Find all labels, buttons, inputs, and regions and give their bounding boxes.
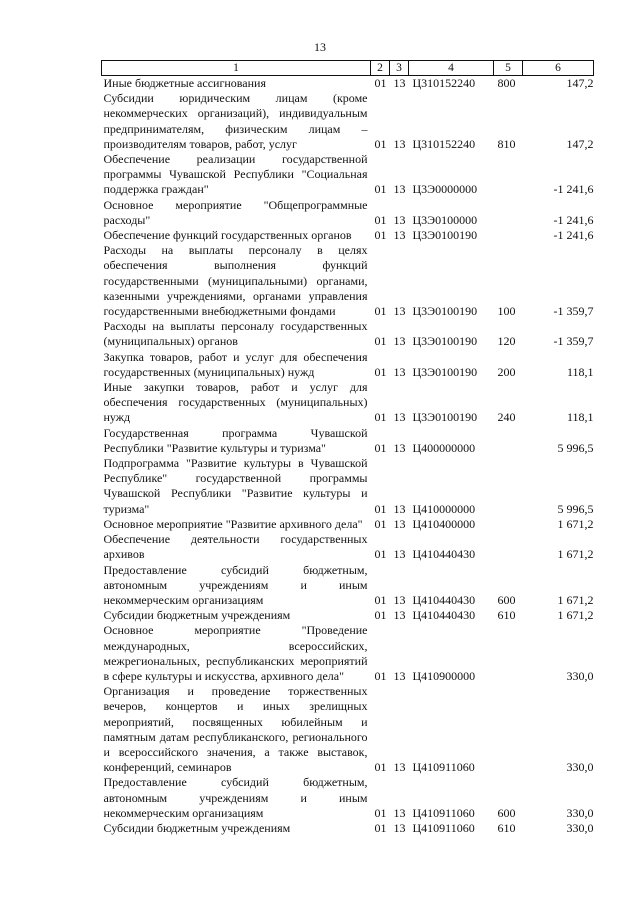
- row-subsection: 13: [393, 501, 406, 516]
- row-subsection: 13: [393, 410, 406, 425]
- row-subsection: 13: [393, 182, 406, 197]
- row-amount: 147,2: [566, 76, 594, 90]
- table-row: [102, 198, 594, 228]
- row-expense-type: [494, 228, 523, 243]
- row-section: 01: [374, 182, 387, 197]
- row-target-article: Ц3Э0100000: [412, 212, 478, 227]
- row-subsection: 13: [393, 364, 406, 379]
- row-subsection: 13: [393, 334, 406, 349]
- row-amount: 147,2: [566, 136, 594, 151]
- row-target-article: Ц3Э0100190: [412, 364, 478, 379]
- table-row: [102, 91, 594, 152]
- row-subsection: 13: [393, 592, 406, 607]
- row-subsection: 13: [393, 304, 406, 319]
- row-target-article: Ц410911060: [412, 805, 475, 820]
- row-target-article: Ц3Э0100190: [412, 304, 478, 319]
- row-section: 01: [374, 364, 387, 379]
- table-row: [102, 243, 594, 319]
- row-section: 01: [374, 410, 387, 425]
- row-section: 01: [374, 212, 387, 227]
- row-name: Субсидии юридическим лицам (кроме некоммерческих организаций), индивидуальным предпринимателям, физическим лицам – производителям товаров, работ, услуг: [103, 91, 368, 151]
- row-name: Основное мероприятие "Развитие архивного дела": [103, 516, 363, 531]
- row-expense-type: [494, 456, 523, 517]
- row-target-article: Ц410911060: [412, 760, 475, 775]
- row-expense-type: 600: [497, 592, 516, 607]
- row-expense-type: 610: [497, 608, 516, 623]
- row-name: Государственная программа Чувашской Республики "Развитие культуры и туризма": [103, 425, 368, 455]
- row-amount: 1 671,2: [557, 547, 594, 562]
- row-name: Обеспечение функций государственных органов: [103, 228, 352, 243]
- row-target-article: Ц3Э0100190: [412, 228, 478, 243]
- table-row: [102, 228, 594, 243]
- row-name: Обеспечение деятельности государственных архивов: [103, 532, 368, 562]
- row-section: 01: [374, 334, 387, 349]
- table-row: [102, 319, 594, 349]
- row-expense-type: [494, 517, 523, 532]
- row-section: 01: [374, 76, 387, 90]
- table-row: [102, 775, 594, 821]
- row-name: Основное мероприятие "Общепрограммные расходы": [103, 197, 368, 227]
- row-section: 01: [374, 608, 387, 623]
- row-name: Расходы на выплаты персоналу государственных (муниципальных) органов: [103, 319, 368, 349]
- row-amount: -1 359,7: [553, 304, 594, 319]
- row-expense-type: [494, 532, 523, 562]
- row-name: Предоставление субсидий бюджетным, автономным учреждениям и иным некоммерческим организациям: [103, 775, 368, 820]
- row-name: Предоставление субсидий бюджетным, автономным учреждениям и иным некоммерческим организациям: [103, 562, 368, 607]
- header-col-5: 5: [494, 61, 523, 76]
- row-target-article: Ц410440430: [412, 547, 476, 562]
- header-col-6: 6: [523, 61, 594, 76]
- row-section: 01: [374, 805, 387, 820]
- row-target-article: Ц310152240: [412, 76, 476, 90]
- row-target-article: Ц400000000: [412, 440, 476, 455]
- row-expense-type: [494, 152, 523, 198]
- row-name: Обеспечение реализации государственной программы Чувашской Республики "Социальная поддержка граждан": [103, 152, 368, 197]
- row-target-article: Ц3Э0000000: [412, 182, 478, 197]
- row-subsection: 13: [393, 668, 406, 683]
- table-header-row: [102, 61, 594, 76]
- row-target-article: Ц410900000: [412, 668, 476, 683]
- row-amount: -1 359,7: [553, 334, 594, 349]
- header-col-2: 2: [371, 61, 390, 76]
- row-expense-type: 200: [497, 364, 516, 379]
- row-expense-type: 100: [497, 304, 516, 319]
- row-amount: 330,0: [566, 805, 594, 820]
- row-amount: 1 671,2: [557, 592, 594, 607]
- table-row: [102, 684, 594, 775]
- row-expense-type: [494, 684, 523, 775]
- row-target-article: Ц3Э0100190: [412, 334, 478, 349]
- row-target-article: Ц310152240: [412, 136, 476, 151]
- table-row: [102, 350, 594, 380]
- row-section: 01: [374, 760, 387, 775]
- header-col-3: 3: [390, 61, 409, 76]
- row-section: 01: [374, 440, 387, 455]
- row-name: Основное мероприятие "Проведение международных, всероссийских, межрегиональных, республиканских мероприятий в сфере культуры и искусства, архивного дела": [103, 623, 368, 683]
- header-col-4: 4: [409, 61, 494, 76]
- table-body: [102, 76, 594, 837]
- row-section: 01: [374, 501, 387, 516]
- table-row: [102, 821, 594, 836]
- row-subsection: 13: [393, 608, 406, 623]
- row-expense-type: 610: [497, 820, 516, 835]
- row-expense-type: 810: [497, 136, 516, 151]
- row-name: Иные бюджетные ассигнования: [103, 76, 266, 90]
- budget-table: [101, 60, 594, 836]
- header-col-1: 1: [102, 61, 371, 76]
- row-section: 01: [374, 304, 387, 319]
- row-section: 01: [374, 820, 387, 835]
- row-section: 01: [374, 668, 387, 683]
- row-expense-type: [494, 623, 523, 684]
- row-section: 01: [374, 228, 387, 243]
- row-expense-type: [494, 198, 523, 228]
- row-expense-type: 600: [497, 805, 516, 820]
- row-amount: 5 996,5: [557, 440, 594, 455]
- row-name: Субсидии бюджетным учреждениям: [103, 820, 291, 835]
- row-amount: 330,0: [566, 760, 594, 775]
- row-expense-type: 800: [497, 76, 516, 90]
- row-section: 01: [374, 592, 387, 607]
- row-target-article: Ц410440430: [412, 608, 476, 623]
- row-expense-type: [494, 426, 523, 456]
- row-target-article: Ц410400000: [412, 516, 476, 531]
- row-expense-type: 120: [497, 334, 516, 349]
- row-subsection: 13: [393, 76, 406, 90]
- row-amount: 1 671,2: [557, 608, 594, 623]
- table-row: [102, 76, 594, 92]
- row-subsection: 13: [393, 228, 406, 243]
- row-amount: -1 241,6: [553, 228, 594, 243]
- row-amount: 118,1: [566, 410, 594, 425]
- table-row: [102, 456, 594, 517]
- row-subsection: 13: [393, 820, 406, 835]
- row-subsection: 13: [393, 760, 406, 775]
- table-row: [102, 152, 594, 198]
- row-expense-type: 240: [497, 410, 516, 425]
- row-subsection: 13: [393, 440, 406, 455]
- row-target-article: Ц410000000: [412, 501, 476, 516]
- row-subsection: 13: [393, 805, 406, 820]
- row-amount: 330,0: [566, 820, 594, 835]
- page-number: 13: [314, 40, 326, 54]
- row-subsection: 13: [393, 136, 406, 151]
- row-name: Организация и проведение торжественных вечеров, концертов и иных зрелищных мероприятий, посвященных юбилейным и памятным датам республиканского, регионального и всероссийского значения, а также выставок, конференций, семинаров: [103, 684, 368, 775]
- row-subsection: 13: [393, 516, 406, 531]
- table-row: [102, 380, 594, 426]
- row-amount: -1 241,6: [553, 212, 594, 227]
- row-amount: 330,0: [566, 668, 594, 683]
- row-target-article: Ц410440430: [412, 592, 476, 607]
- table-row: [102, 563, 594, 609]
- row-subsection: 13: [393, 547, 406, 562]
- row-section: 01: [374, 516, 387, 531]
- row-name: Иные закупки товаров, работ и услуг для обеспечения государственных (муниципальных) нужд: [103, 380, 368, 425]
- row-amount: 1 671,2: [557, 516, 594, 531]
- table-row: [102, 608, 594, 623]
- row-section: 01: [374, 547, 387, 562]
- row-amount: 5 996,5: [557, 501, 594, 516]
- table-row: [102, 532, 594, 562]
- table-row: [102, 426, 594, 456]
- row-section: 01: [374, 136, 387, 151]
- row-target-article: Ц3Э0100190: [412, 410, 478, 425]
- row-amount: 118,1: [566, 364, 594, 379]
- table-row: [102, 517, 594, 532]
- row-amount: -1 241,6: [553, 182, 594, 197]
- row-target-article: Ц410911060: [412, 820, 475, 835]
- table-row: [102, 623, 594, 684]
- row-name: Расходы на выплаты персоналу в целях обеспечения выполнения функций государственными (муниципальными) органами, казенными учреждениями, органами управления государственными внебюджетными фондами: [103, 243, 368, 319]
- row-subsection: 13: [393, 212, 406, 227]
- row-name: Закупка товаров, работ и услуг для обеспечения государственных (муниципальных) нужд: [103, 349, 368, 379]
- row-name: Субсидии бюджетным учреждениям: [103, 608, 291, 623]
- row-name: Подпрограмма "Развитие культуры в Чувашской Республике" государственной программы Чувашской Республики "Развитие культуры и туризма": [103, 456, 368, 516]
